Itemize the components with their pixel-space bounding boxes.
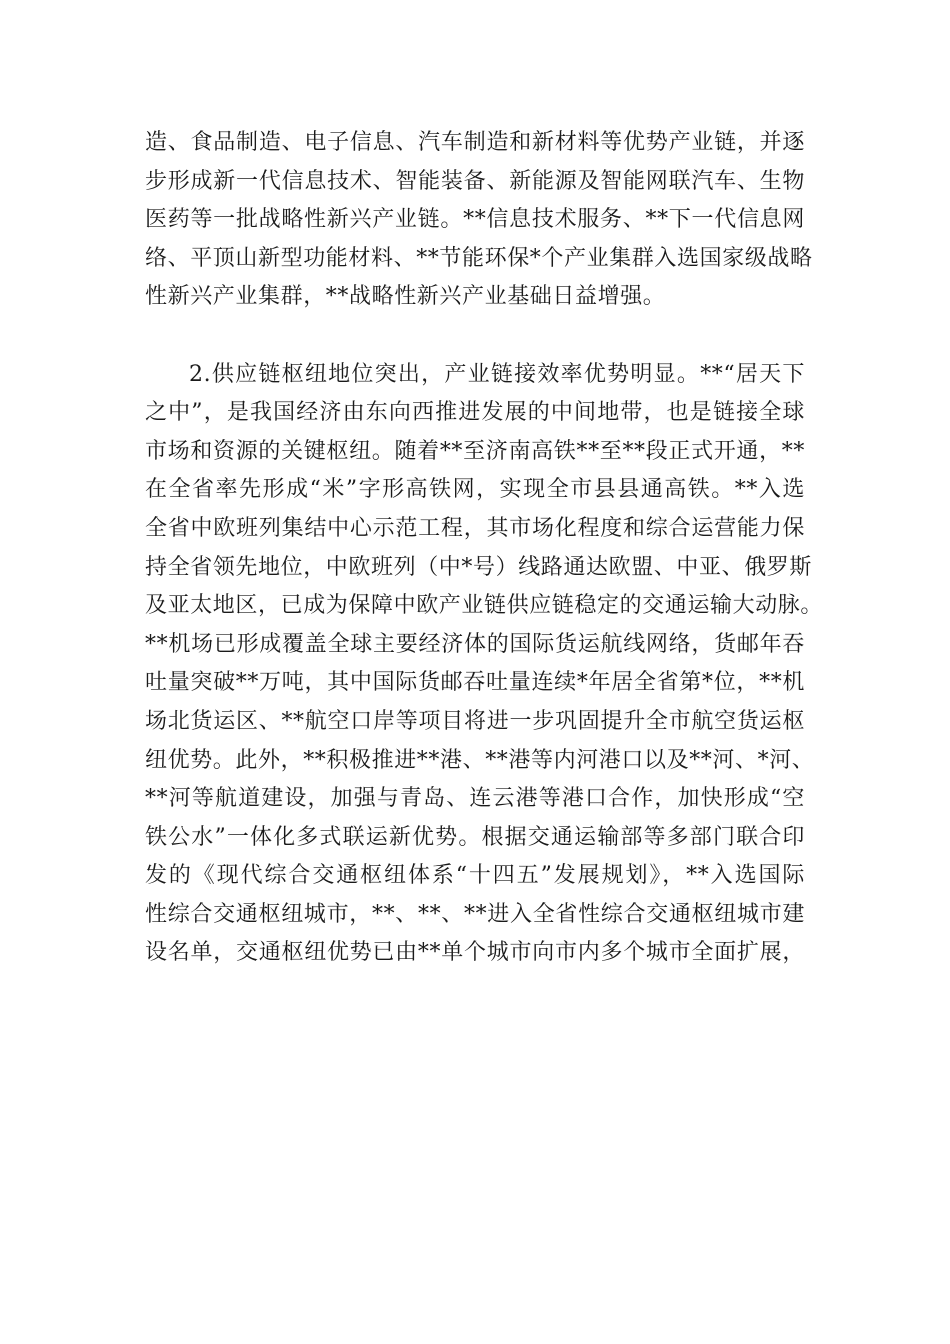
text-line: 2.供应链枢纽地位突出，产业链接效率优势明显。**“居天下: [189, 361, 805, 387]
text-line: **机场已形成覆盖全球主要经济体的国际货运航线网络，货邮年吞: [145, 631, 805, 657]
text-line: 造、食品制造、电子信息、汽车制造和新材料等优势产业链，并逐: [145, 130, 805, 155]
paragraph-spacer: [145, 317, 805, 356]
text-line: 之中”，是我国经济由东向西推进发展的中间地带，也是链接全球: [145, 400, 805, 426]
text-line: 步形成新一代信息技术、智能装备、新能源及智能网联汽车、生物: [145, 168, 805, 194]
text-line: 性综合交通枢纽城市，**、**、**进入全省性综合交通枢纽城市建: [145, 901, 805, 927]
text-line: 医药等一批战略性新兴产业链。**信息技术服务、**下一代信息网: [145, 207, 805, 233]
text-line: 场北货运区、**航空口岸等项目将进一步巩固提升全市航空货运枢: [145, 708, 805, 734]
text-line: 持全省领先地位，中欧班列（中*号）线路通达欧盟、中亚、俄罗斯: [145, 554, 813, 580]
text-line: 纽优势。此外，**积极推进**港、**港等内河港口以及**河、*河、: [145, 747, 815, 773]
text-line: 全省中欧班列集结中心示范工程，其市场化程度和综合运营能力保: [145, 515, 805, 541]
text-line: 在全省率先形成“米”字形高铁网，实现全市县县通高铁。**入选: [145, 477, 805, 503]
text-line: 性新兴产业集群，**战略性新兴产业基础日益增强。: [145, 284, 666, 310]
text-line: 铁公水”一体化多式联运新优势。根据交通运输部等多部门联合印: [145, 824, 805, 850]
text-line: 设名单，交通枢纽优势已由**单个城市向市内多个城市全面扩展，: [145, 940, 805, 966]
text-line: 发的《现代综合交通枢纽体系“十四五”发展规划》，**入选国际: [145, 863, 805, 889]
paragraph-1: [145, 124, 813, 317]
text-line: 吐量突破**万吨，其中国际货邮吞吐量连续*年居全省第*位，**机: [145, 670, 805, 696]
text-line: 市场和资源的关键枢纽。随着**至济南高铁**至**段正式开通，**: [145, 438, 805, 464]
paragraph-2: [145, 356, 824, 974]
document-body: [145, 124, 824, 973]
text-line: 络、平顶山新型功能材料、**节能环保*个产业集群入选国家级战略: [145, 245, 813, 271]
text-line: **河等航道建设，加强与青岛、连云港等港口合作，加快形成“空: [145, 786, 805, 812]
text-line: 及亚太地区，已成为保障中欧产业链供应链稳定的交通运输大动脉。: [145, 593, 824, 619]
